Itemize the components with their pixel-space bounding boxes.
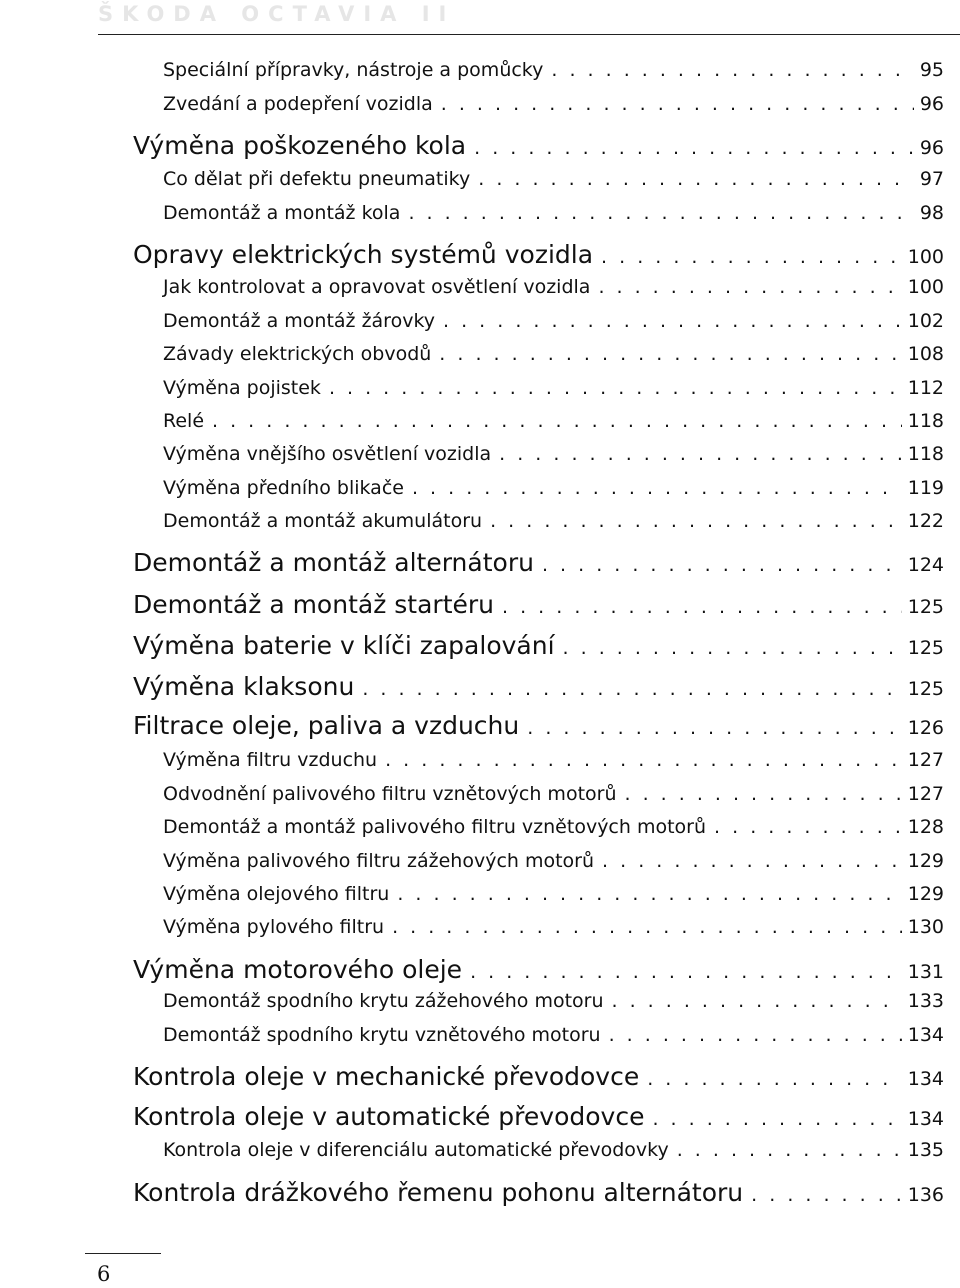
toc-entry-page: 129 bbox=[907, 883, 944, 905]
toc-entry-title: Demontáž a montáž startéru bbox=[133, 590, 494, 619]
dot-leader bbox=[647, 1068, 902, 1090]
dot-leader bbox=[625, 783, 902, 805]
toc-entry-title: Výměna palivového filtru zážehových motorů bbox=[163, 850, 595, 872]
toc-entry-page: 95 bbox=[919, 59, 944, 81]
toc-entry-page: 125 bbox=[907, 637, 944, 659]
toc-entry[interactable] bbox=[163, 168, 944, 190]
dot-leader bbox=[499, 443, 902, 465]
dot-leader bbox=[408, 202, 913, 224]
toc-entry-page: 128 bbox=[907, 816, 944, 838]
page-number: 6 bbox=[97, 1262, 111, 1286]
toc-entry[interactable] bbox=[163, 410, 944, 432]
dot-leader bbox=[362, 678, 901, 700]
toc-entry-title: Kontrola oleje v automatické převodovce bbox=[133, 1102, 645, 1131]
toc-entry-title: Výměna filtru vzduchu bbox=[163, 749, 378, 771]
toc-entry-title: Kontrola oleje v diferenciálu automatické převodovky bbox=[163, 1139, 669, 1161]
dot-leader bbox=[412, 477, 902, 499]
toc-entry-title: Výměna olejového filtru bbox=[163, 883, 390, 905]
dot-leader bbox=[474, 137, 914, 159]
toc-entry-title: Demontáž a montáž alternátoru bbox=[133, 548, 534, 577]
toc-entry[interactable] bbox=[163, 510, 944, 532]
toc-entry-title: Filtrace oleje, paliva a vzduchu bbox=[133, 711, 520, 740]
toc-entry-page: 131 bbox=[907, 961, 944, 983]
toc-entry[interactable] bbox=[133, 1102, 944, 1131]
toc-entry[interactable] bbox=[163, 816, 944, 838]
toc-entry-title: Výměna poškozeného kola bbox=[133, 131, 467, 160]
toc-entry-page: 130 bbox=[907, 916, 944, 938]
footer-divider bbox=[85, 1253, 161, 1254]
dot-leader bbox=[470, 961, 902, 983]
toc-entry[interactable] bbox=[163, 202, 944, 224]
dot-leader bbox=[601, 246, 902, 268]
dot-leader bbox=[542, 554, 902, 576]
toc-entry[interactable] bbox=[133, 631, 944, 660]
toc-entry-title: Demontáž spodního krytu vznětového motoru bbox=[163, 1024, 601, 1046]
toc-entry[interactable] bbox=[163, 1139, 944, 1161]
toc-entry-page: 97 bbox=[919, 168, 944, 190]
dot-leader bbox=[598, 276, 901, 298]
toc-entry-page: 118 bbox=[907, 443, 944, 465]
toc-entry-page: 135 bbox=[907, 1139, 944, 1161]
toc-entry-title: Výměna pojistek bbox=[163, 377, 321, 399]
toc-entry[interactable] bbox=[133, 1178, 944, 1207]
toc-entry[interactable] bbox=[163, 276, 944, 298]
toc-entry-title: Demontáž a montáž akumulátoru bbox=[163, 510, 483, 532]
toc-entry-page: 98 bbox=[919, 202, 944, 224]
toc-entry-page: 136 bbox=[907, 1184, 944, 1206]
toc-entry-page: 122 bbox=[907, 510, 944, 532]
toc-entry-page: 124 bbox=[907, 554, 944, 576]
dot-leader bbox=[385, 749, 902, 771]
toc-entry-page: 134 bbox=[907, 1068, 944, 1090]
toc-entry[interactable] bbox=[163, 916, 944, 938]
toc-entry-page: 102 bbox=[907, 310, 944, 332]
toc-entry-page: 100 bbox=[907, 276, 944, 298]
toc-entry-page: 134 bbox=[907, 1024, 944, 1046]
toc-entry-title: Speciální přípravky, nástroje a pomůcky bbox=[163, 59, 544, 81]
toc-entry[interactable] bbox=[163, 377, 944, 399]
toc-entry[interactable] bbox=[163, 783, 944, 805]
dot-leader bbox=[609, 1024, 902, 1046]
toc-entry-title: Výměna motorového oleje bbox=[133, 955, 463, 984]
toc-entry[interactable] bbox=[163, 990, 944, 1012]
toc-entry-title: Výměna baterie v klíči zapalování bbox=[133, 631, 555, 660]
toc-entry[interactable] bbox=[163, 343, 944, 365]
toc-entry-page: 108 bbox=[907, 343, 944, 365]
dot-leader bbox=[502, 596, 902, 618]
toc-entry-title: Výměna předního blikače bbox=[163, 477, 404, 499]
toc-entry-title: Jak kontrolovat a opravovat osvětlení vozidla bbox=[163, 276, 591, 298]
dot-leader bbox=[563, 637, 902, 659]
toc-entry[interactable] bbox=[163, 883, 944, 905]
toc-entry-page: 112 bbox=[907, 377, 944, 399]
toc-entry[interactable] bbox=[133, 955, 944, 984]
toc-entry[interactable] bbox=[163, 850, 944, 872]
dot-leader bbox=[443, 310, 902, 332]
dot-leader bbox=[652, 1108, 901, 1130]
toc-entry[interactable] bbox=[133, 590, 944, 619]
toc-entry-title: Opravy elektrických systémů vozidla bbox=[133, 240, 594, 269]
toc-entry-title: Kontrola drážkového řemenu pohonu alternátoru bbox=[133, 1178, 744, 1207]
toc-entry-page: 126 bbox=[907, 717, 944, 739]
toc-entry[interactable] bbox=[163, 477, 944, 499]
toc-entry-title: Relé bbox=[163, 410, 205, 432]
toc-entry-title: Zvedání a podepření vozidla bbox=[163, 93, 433, 115]
toc-entry-title: Demontáž a montáž palivového filtru vznětových motorů bbox=[163, 816, 707, 838]
toc-entry[interactable] bbox=[133, 131, 944, 160]
toc-entry-title: Demontáž a montáž kola bbox=[163, 202, 401, 224]
dot-leader bbox=[551, 59, 913, 81]
dot-leader bbox=[751, 1184, 902, 1206]
toc-entry-title: Co dělat při defektu pneumatiky bbox=[163, 168, 471, 190]
toc-entry-page: 100 bbox=[907, 246, 944, 268]
toc-entry-page: 125 bbox=[907, 596, 944, 618]
dot-leader bbox=[490, 510, 902, 532]
toc-entry-page: 127 bbox=[907, 783, 944, 805]
toc-entry-page: 134 bbox=[907, 1108, 944, 1130]
toc-entry-title: Závady elektrických obvodů bbox=[163, 343, 432, 365]
toc-entry-page: 96 bbox=[919, 137, 944, 159]
toc-entry[interactable] bbox=[163, 93, 944, 115]
toc-entry-title: Demontáž a montáž žárovky bbox=[163, 310, 436, 332]
toc-entry[interactable] bbox=[163, 310, 944, 332]
toc-entry-page: 118 bbox=[907, 410, 944, 432]
dot-leader bbox=[677, 1139, 902, 1161]
toc-entry-title: Odvodnění palivového filtru vznětových motorů bbox=[163, 783, 617, 805]
toc-entry[interactable] bbox=[133, 548, 944, 577]
toc-entry[interactable] bbox=[163, 59, 944, 81]
book-title: ŠKODA OCTAVIA II bbox=[98, 2, 456, 26]
toc-entry[interactable] bbox=[133, 240, 944, 269]
dot-leader bbox=[441, 93, 914, 115]
dot-leader bbox=[527, 717, 901, 739]
toc-entry-title: Výměna vnějšího osvětlení vozidla bbox=[163, 443, 492, 465]
dot-leader bbox=[478, 168, 914, 190]
toc-entry-page: 127 bbox=[907, 749, 944, 771]
toc-entry[interactable] bbox=[163, 1024, 944, 1046]
toc-entry-title: Kontrola oleje v mechanické převodovce bbox=[133, 1062, 640, 1091]
dot-leader bbox=[392, 916, 902, 938]
toc-entry[interactable] bbox=[133, 711, 944, 740]
toc-entry[interactable] bbox=[163, 443, 944, 465]
dot-leader bbox=[714, 816, 902, 838]
toc-entry[interactable] bbox=[133, 1062, 944, 1091]
toc-entry[interactable] bbox=[133, 672, 944, 701]
toc-entry[interactable] bbox=[163, 749, 944, 771]
toc-entry-title: Demontáž spodního krytu zážehového motoru bbox=[163, 990, 604, 1012]
toc-entry-page: 96 bbox=[919, 93, 944, 115]
toc-entry-page: 133 bbox=[907, 990, 944, 1012]
toc-entry-page: 129 bbox=[907, 850, 944, 872]
dot-leader bbox=[212, 410, 902, 432]
dot-leader bbox=[439, 343, 901, 365]
toc-entry-page: 125 bbox=[907, 678, 944, 700]
dot-leader bbox=[397, 883, 901, 905]
dot-leader bbox=[329, 377, 902, 399]
dot-leader bbox=[602, 850, 902, 872]
toc-entry-page: 119 bbox=[907, 477, 944, 499]
toc-entry-title: Výměna pylového filtru bbox=[163, 916, 385, 938]
toc-entry-title: Výměna klaksonu bbox=[133, 672, 355, 701]
dot-leader bbox=[612, 990, 902, 1012]
